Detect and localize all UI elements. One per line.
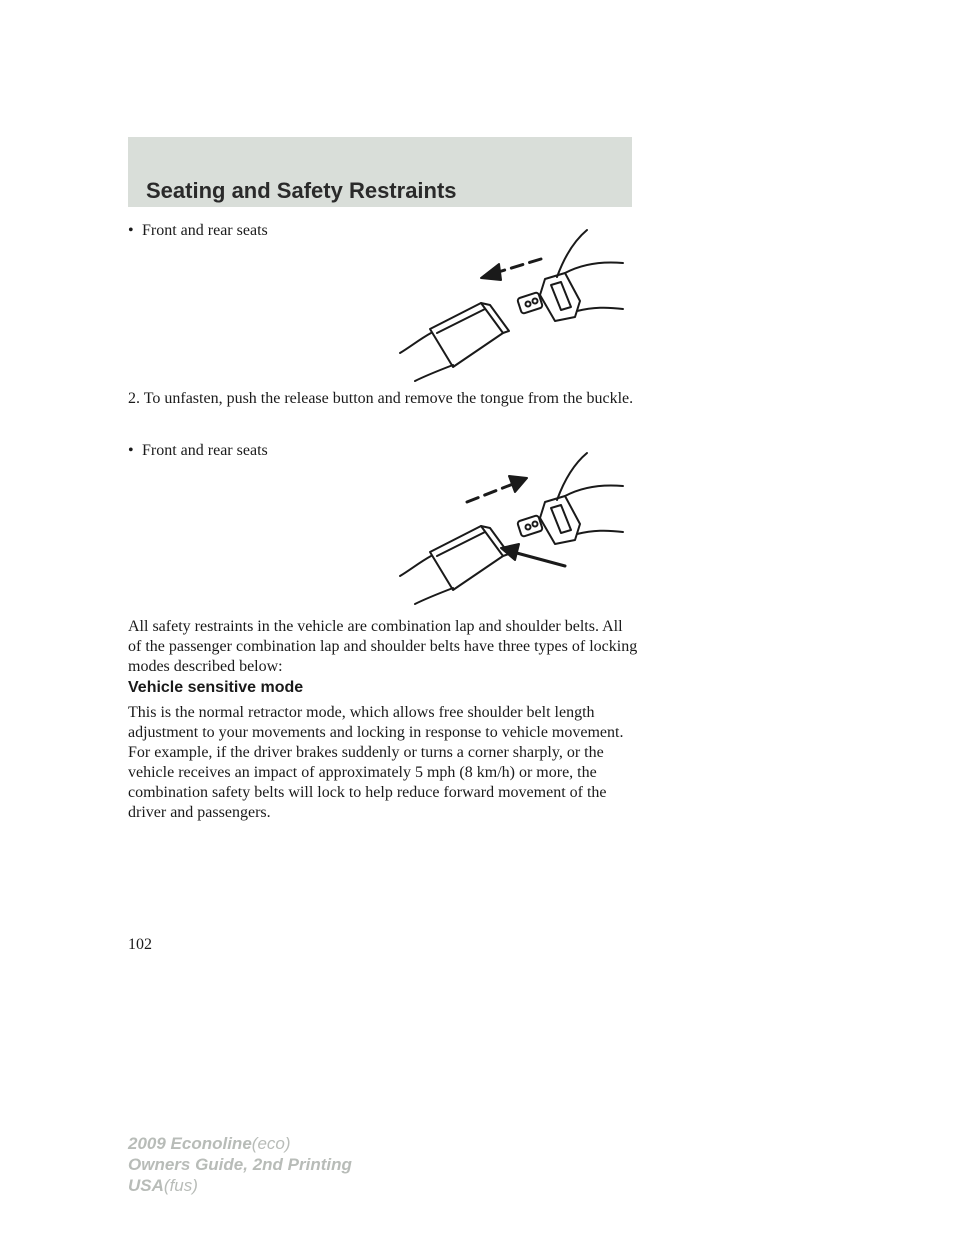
step-2-unfasten: 2. To unfasten, push the release button and remove the tongue from the buckle. xyxy=(128,390,634,407)
vehicle-sensitive-mode-paragraph: This is the normal retractor mode, which allows free shoulder belt length adjustment to your movements and locking in response to vehicle movement. For example, if the driver brakes suddenly or turns a corner sharply, or the vehicle receives an impact of approximately 5 mph (8 km/h) or more, the combination safety belts will lock to help reduce forward movement of the driver and passengers. xyxy=(128,704,624,821)
bullet-front-rear-seats-2 xyxy=(128,442,268,460)
seatbelt-unfastening-illustration-icon xyxy=(395,448,635,608)
footer-line-3 xyxy=(128,1175,352,1196)
footer-line-1 xyxy=(128,1133,352,1154)
footer-model: 2009 Econoline xyxy=(128,1134,252,1153)
footer-market: USA xyxy=(128,1176,164,1195)
footer-market-code: (fus) xyxy=(163,1176,198,1195)
bullet-text: Front and rear seats xyxy=(142,222,268,239)
document-footer xyxy=(128,1133,352,1196)
footer-line-2: Owners Guide, 2nd Printing xyxy=(128,1155,352,1174)
bullet-text: Front and rear seats xyxy=(142,442,268,459)
bullet-dot: • xyxy=(128,442,134,459)
bullet-front-rear-seats-1 xyxy=(128,222,268,240)
seatbelt-fastening-illustration-icon xyxy=(395,225,635,385)
page-number: 102 xyxy=(128,936,152,953)
section-title: Seating and Safety Restraints xyxy=(146,178,457,203)
bullet-dot: • xyxy=(128,222,134,239)
subheading-vehicle-sensitive-mode: Vehicle sensitive mode xyxy=(128,679,304,696)
footer-model-code: (eco) xyxy=(251,1134,291,1153)
intro-paragraph: All safety restraints in the vehicle are combination lap and shoulder belts. All of the passenger combination lap and shoulder belts have three types of locking modes described below: xyxy=(128,618,638,675)
